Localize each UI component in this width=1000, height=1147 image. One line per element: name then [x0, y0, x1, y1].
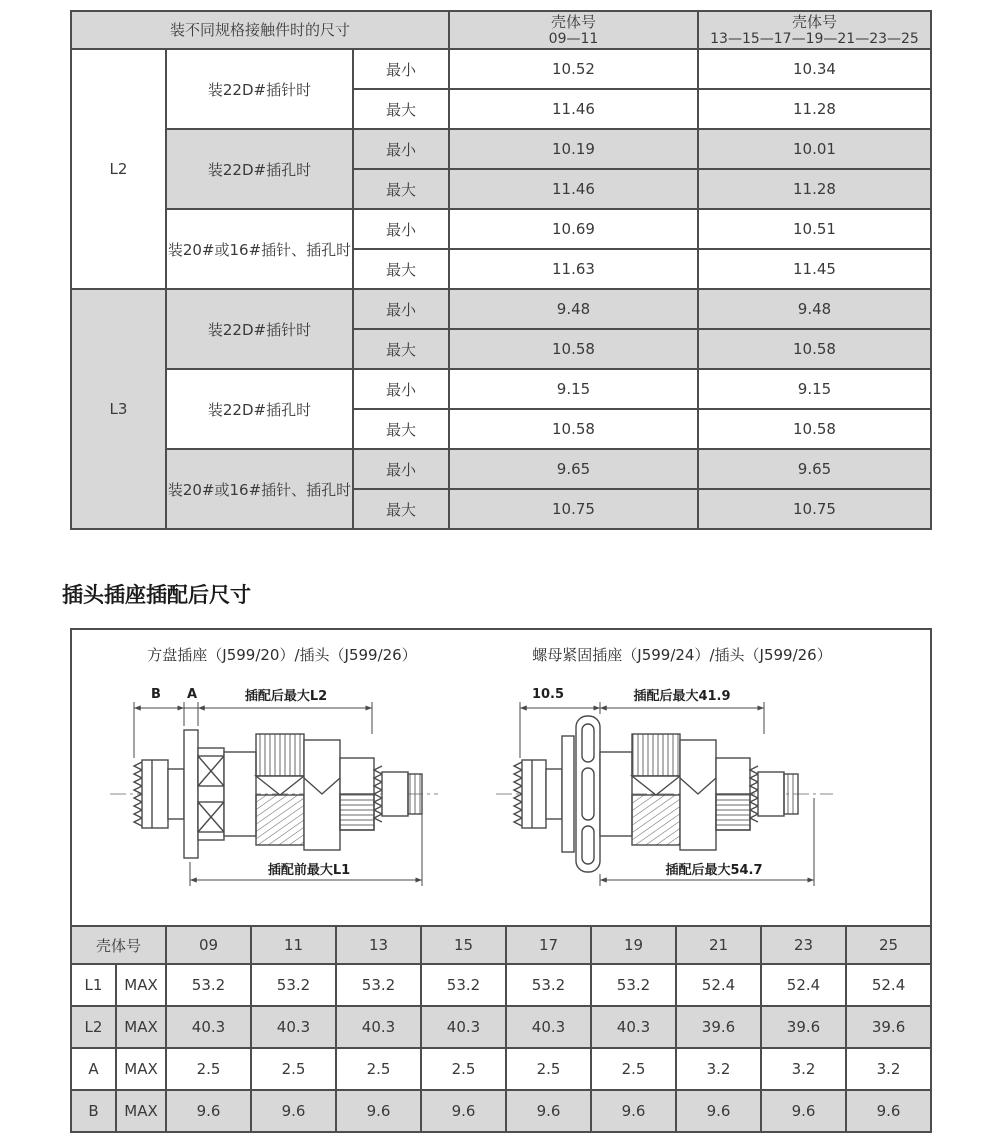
value-cell: 10.19	[449, 129, 698, 169]
connector-outline	[110, 730, 438, 858]
value-cell: 9.6	[846, 1090, 931, 1132]
shell-header-row	[71, 926, 931, 964]
table-row	[71, 369, 931, 409]
bound-cell: 最小	[353, 369, 449, 409]
dim-label-l2-mated: 插配后最大L2	[244, 689, 328, 704]
bound-cell: 最小	[353, 129, 449, 169]
value-cell: 10.52	[449, 49, 698, 89]
shell-header-1-range: 09—11	[548, 30, 599, 47]
value-cell: 2.5	[336, 1048, 421, 1090]
shell-header-2-range: 13—15—17—19—21—23—25	[710, 30, 919, 47]
value-cell: 9.48	[698, 289, 931, 329]
value-cell: 9.6	[251, 1090, 336, 1132]
value-cell: 11.46	[449, 89, 698, 129]
value-cell: 10.51	[698, 209, 931, 249]
shell-cell: 09	[166, 926, 251, 964]
value-cell: 53.2	[591, 964, 676, 1006]
value-cell: 2.5	[506, 1048, 591, 1090]
value-cell: 2.5	[251, 1048, 336, 1090]
shell-cell: 13	[336, 926, 421, 964]
square-flange-connector-diagram	[104, 674, 444, 914]
limit-cell: MAX	[116, 1048, 166, 1090]
value-cell: 52.4	[761, 964, 846, 1006]
desc-cell: 装22D#插针时	[166, 289, 353, 369]
dim-label-l1-before: 插配前最大L1	[267, 863, 351, 878]
value-cell: 40.3	[506, 1006, 591, 1048]
figure-caption-left: 方盘插座（J599/20）/插头（J599/26）	[147, 646, 417, 664]
shell-header-2-title: 壳体号	[791, 12, 837, 31]
value-cell: 40.3	[251, 1006, 336, 1048]
value-cell: 9.6	[336, 1090, 421, 1132]
value-cell: 10.58	[698, 329, 931, 369]
value-cell: 9.6	[591, 1090, 676, 1132]
value-cell: 11.45	[698, 249, 931, 289]
shell-cell: 17	[506, 926, 591, 964]
value-cell: 11.46	[449, 169, 698, 209]
value-cell: 9.6	[506, 1090, 591, 1132]
value-cell: 10.58	[449, 329, 698, 369]
value-cell: 53.2	[166, 964, 251, 1006]
desc-cell: 装22D#插孔时	[166, 369, 353, 449]
value-cell: 53.2	[421, 964, 506, 1006]
dim-label-10-5: 10.5	[531, 687, 565, 702]
value-cell: 11.28	[698, 169, 931, 209]
dim-label-mated-54-7: 插配后最大54.7	[665, 863, 763, 878]
limit-cell: MAX	[116, 1006, 166, 1048]
value-cell: 2.5	[591, 1048, 676, 1090]
shell-header-1	[449, 11, 698, 49]
value-cell: 53.2	[506, 964, 591, 1006]
bound-cell: 最大	[353, 489, 449, 529]
value-cell: 40.3	[421, 1006, 506, 1048]
figure-caption-right: 螺母紧固插座（J599/24）/插头（J599/26）	[532, 646, 832, 664]
shell-header-1-title: 壳体号	[550, 12, 596, 31]
value-cell: 10.75	[698, 489, 931, 529]
desc-cell: 装20#或16#插针、插孔时	[166, 209, 353, 289]
corner-header-cell: 装不同规格接触件时的尺寸	[71, 11, 449, 49]
value-cell: 52.4	[676, 964, 761, 1006]
connector-outline	[496, 716, 833, 872]
bound-cell: 最小	[353, 289, 449, 329]
value-cell: 9.6	[761, 1090, 846, 1132]
table-row	[71, 49, 931, 89]
value-cell: 9.6	[421, 1090, 506, 1132]
mated-dimensions-table	[70, 628, 932, 1133]
value-cell: 9.65	[698, 449, 931, 489]
value-cell: 53.2	[336, 964, 421, 1006]
dim-label-mated-41-9: 插配后最大41.9	[633, 689, 731, 704]
value-cell: 10.69	[449, 209, 698, 249]
table-row	[71, 129, 931, 169]
bound-cell: 最大	[353, 249, 449, 289]
figures-row	[71, 629, 931, 926]
value-cell: 39.6	[676, 1006, 761, 1048]
value-cell: 11.63	[449, 249, 698, 289]
shell-label-cell: 壳体号	[71, 926, 166, 964]
param-cell: B	[71, 1090, 116, 1132]
table-row-l2	[71, 1006, 931, 1048]
table-row-b	[71, 1090, 931, 1132]
value-cell: 9.65	[449, 449, 698, 489]
bound-cell: 最大	[353, 89, 449, 129]
table-row	[71, 209, 931, 249]
dim-label-b: B	[151, 687, 161, 702]
bound-cell: 最小	[353, 449, 449, 489]
shell-cell: 15	[421, 926, 506, 964]
value-cell: 3.2	[676, 1048, 761, 1090]
value-cell: 10.58	[698, 409, 931, 449]
contact-size-table	[70, 10, 932, 530]
param-label-l3: L3	[71, 289, 166, 529]
table-row	[71, 449, 931, 489]
shell-cell: 19	[591, 926, 676, 964]
value-cell: 9.48	[449, 289, 698, 329]
bound-cell: 最大	[353, 409, 449, 449]
dim-label-a: A	[186, 687, 198, 702]
value-cell: 2.5	[421, 1048, 506, 1090]
jam-nut-connector-diagram	[492, 674, 837, 914]
limit-cell: MAX	[116, 964, 166, 1006]
value-cell: 10.75	[449, 489, 698, 529]
value-cell: 39.6	[761, 1006, 846, 1048]
shell-header-2	[698, 11, 931, 49]
figures-cell	[71, 629, 931, 926]
param-cell: L2	[71, 1006, 116, 1048]
value-cell: 53.2	[251, 964, 336, 1006]
value-cell: 11.28	[698, 89, 931, 129]
table-row	[71, 289, 931, 329]
value-cell: 10.34	[698, 49, 931, 89]
table-row-l1	[71, 964, 931, 1006]
param-cell: L1	[71, 964, 116, 1006]
value-cell: 40.3	[336, 1006, 421, 1048]
value-cell: 3.2	[846, 1048, 931, 1090]
desc-cell: 装20#或16#插针、插孔时	[166, 449, 353, 529]
value-cell: 9.15	[449, 369, 698, 409]
value-cell: 40.3	[591, 1006, 676, 1048]
table-header-row	[71, 11, 931, 49]
value-cell: 10.58	[449, 409, 698, 449]
desc-cell: 装22D#插针时	[166, 49, 353, 129]
value-cell: 3.2	[761, 1048, 846, 1090]
shell-cell: 25	[846, 926, 931, 964]
value-cell: 10.01	[698, 129, 931, 169]
bound-cell: 最大	[353, 329, 449, 369]
shell-cell: 11	[251, 926, 336, 964]
param-label-l2: L2	[71, 49, 166, 289]
table-row-a	[71, 1048, 931, 1090]
page-title: 插头插座插配后尺寸	[62, 583, 251, 607]
limit-cell: MAX	[116, 1090, 166, 1132]
desc-cell: 装22D#插孔时	[166, 129, 353, 209]
value-cell: 52.4	[846, 964, 931, 1006]
bound-cell: 最小	[353, 49, 449, 89]
param-cell: A	[71, 1048, 116, 1090]
bound-cell: 最小	[353, 209, 449, 249]
value-cell: 2.5	[166, 1048, 251, 1090]
value-cell: 40.3	[166, 1006, 251, 1048]
value-cell: 9.6	[676, 1090, 761, 1132]
value-cell: 9.15	[698, 369, 931, 409]
shell-cell: 23	[761, 926, 846, 964]
bound-cell: 最大	[353, 169, 449, 209]
value-cell: 9.6	[166, 1090, 251, 1132]
shell-cell: 21	[676, 926, 761, 964]
value-cell: 39.6	[846, 1006, 931, 1048]
